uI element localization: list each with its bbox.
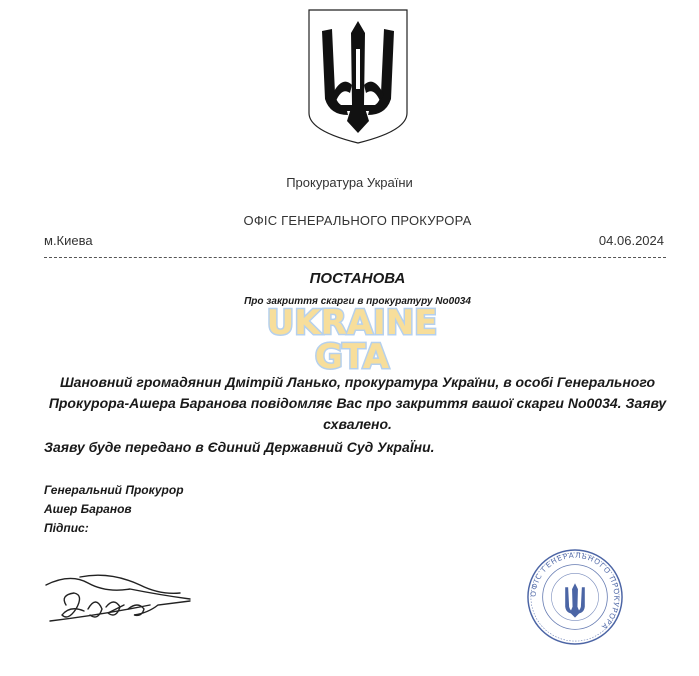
signer-name: Ашер Баранов [44,502,132,516]
notice-closing-line: Заяву буде передано в Єдиний Державний Суд УкраЇни. [44,439,435,455]
dashed-divider [44,257,666,258]
trident-icon [565,583,585,617]
signer-role: Генеральний Прокурор [44,483,184,497]
watermark-line-1: UKRAINE [266,303,438,343]
document-date: 04.06.2024 [598,233,664,248]
organization-name: Прокуратура України [286,175,413,190]
official-seal [526,548,624,646]
coat-of-arms-emblem [308,9,408,144]
seal-outer-text: ОФІС ГЕНЕРАЛЬНОГО ПРОКУРОРА [528,550,622,632]
signature-label: Підпис: [44,521,89,535]
decree-title: ПОСТАНОВА [309,270,406,287]
notice-body: Шановний громадянин Дмітрій Ланько, прокуратура України, в особі Генерального Прокурора-Ашера Баранова повідомляє Вас про закриття вашої скарги No0034. Заяву схвалено. [48,374,667,432]
office-name: ОФІС ГЕНЕРАЛЬНОГО ПРОКУРОРА [243,213,472,228]
handwritten-signature [40,565,200,635]
ukraine-gta-watermark [262,298,442,378]
decree-subtitle: Про закриття скарги в прокуратуру No0034 [244,296,471,307]
watermark-line-2: GTA [314,337,390,377]
city: м.Киева [44,233,93,248]
